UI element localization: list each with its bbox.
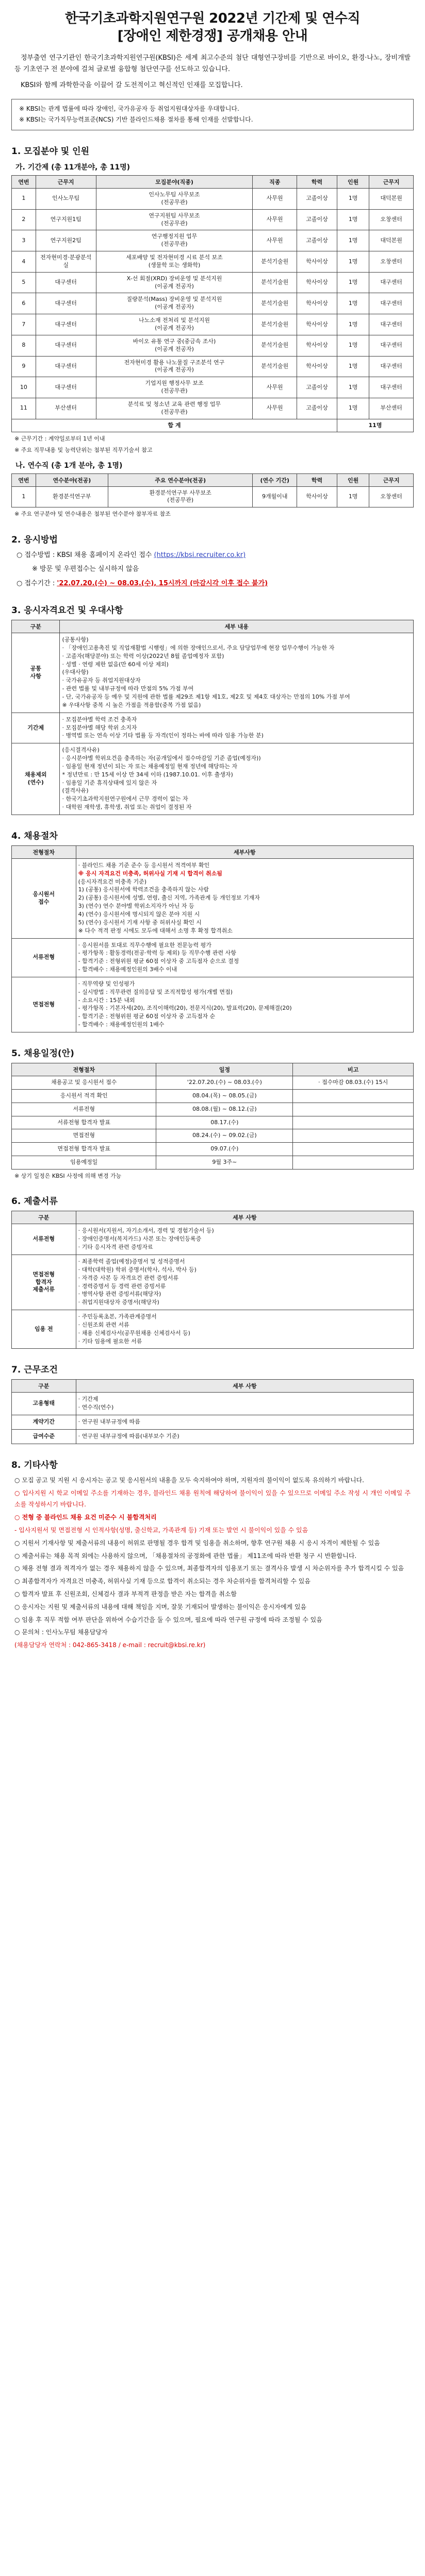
table-cell: 전자현미경 활용 나노물질 구조분석 연구 (이공계 전공자) [96,356,253,377]
detail-line: 5) (연수) 응시원서 기재 사항 중 허위사실 확인 시 [78,919,202,926]
table-cell: 질량분석(Mass) 장비운영 및 분석지원 (이공계 전공자) [96,293,253,314]
row-label: 급여수준 [12,1429,76,1444]
table-row [12,743,414,815]
column-header: 세부사항 [76,845,413,858]
table-cell: 학사이상 [297,356,337,377]
table-cell: 고졸이상 [297,189,337,210]
table-row [12,1393,414,1415]
table-cell: 학사이상 [297,293,337,314]
table-cell: 고졸이상 [297,230,337,251]
column-header: 연수분야(전공) [36,473,108,486]
column-header: 일정 [156,1063,293,1076]
detail-line: - 관련 법률 및 내부규정에 따라 만점의 5% 가점 부여 [62,685,194,692]
column-header: (연수 기간) [253,473,297,486]
section-heading-1: 1. 모집분야 및 인원 [11,146,89,157]
table-cell: 대구센터 [369,272,414,293]
table-row [12,1310,414,1349]
table-cell: 9개월이내 [253,486,297,507]
table-cell: 분석기술원 [253,272,297,293]
column-header: 학력 [297,176,337,189]
detail-line: ※ 응시 자격요건 미충족, 허위사실 기재 시 합격이 취소됨 [78,870,222,877]
receipt-method [17,549,408,561]
row-label: 기간제 [12,713,60,743]
column-header: 근무지 [369,473,414,486]
table-cell: 1 [12,189,36,210]
table-row [12,633,414,713]
column-header: 인원 [337,176,369,189]
table-row [12,858,414,938]
table-row [12,1103,414,1116]
table-row [12,272,414,293]
table-cell: 부산센터 [369,398,414,419]
table-cell: 기업지원 행정사무 보조 (전공무관) [96,377,253,398]
table-row [12,251,414,273]
table-row [12,1129,414,1143]
table-cell: 11 [12,398,36,419]
receipt-note: ※ 방문 및 우편접수는 실시하지 않음 [32,565,139,573]
detail-line: · 성별 · 연령 제한 없음(만 60세 이상 제외) [62,660,169,668]
table-cell: 연구지원팀 사무보조 (전공무관) [96,209,253,230]
row-label: 면접전형 [12,977,76,1032]
table-cell: 분석기술원 [253,251,297,273]
table-row [12,977,414,1032]
table-cell: 9월 3주~ [156,1156,293,1170]
detail-line: ※ 우대사항 중복 시 높은 가점을 적용함(중복 가점 없음) [62,701,201,708]
detail-line: · 연구원 내부규정에 따름(내부보수 기준) [78,1432,179,1439]
table-row [12,209,414,230]
table-cell: 08.04.(목) ~ 08.05.(금) [156,1089,293,1103]
table-cell: 7 [12,314,36,335]
table-row [12,1255,414,1310]
table-row [12,398,414,419]
detail-line: · 채용 신체검사서(공무원채용 신체검사서 등) [78,1329,190,1336]
table-cell: 분석기술원 [253,293,297,314]
misc-item: ○ 최종합격자가 자격요건 미충족, 허위사실 기재 등으로 합격이 취소되는 경우 차순위자를 합격처리할 수 있음 [14,1578,310,1585]
misc-item: ○ 응시자는 지원 및 제출서류의 내용에 대해 책임을 지며, 잘못 기재되어 발생하는 불이익은 응시자에게 있음 [14,1603,307,1611]
table-cell: 부산센터 [36,398,96,419]
row-details [76,1310,413,1349]
table-cell: 응시원서 적격 확인 [12,1089,156,1103]
table-cell: 대구센터 [369,356,414,377]
detail-line: (결격사유) [62,787,89,794]
table-cell: 학사이상 [297,251,337,273]
footnote: ※ 주요 연구분야 및 연수내용은 첨부된 연수분야 참부자료 참조 [14,511,171,518]
table-cell: 분석료 및 청소년 교육 관련 행정 업무 (전공무관) [96,398,253,419]
table-cell: 연구행정지원 업무 (전공무관) [96,230,253,251]
table-cell: 1명 [337,486,369,507]
detail-line: · 임용일 기준 휴직상태에 있지 않은 자 [62,779,157,786]
title-line-2: [장애인 제한경쟁] 공개채용 안내 [117,28,308,44]
misc-item: ○ 문의처 : 인사노무팀 채용담당자 [14,1629,108,1636]
column-header: 세부 사항 [76,1380,413,1393]
table-cell: 사무원 [253,230,297,251]
table-row [12,1156,414,1170]
table-cell: 1명 [337,335,369,356]
section-heading-8: 8. 기타사항 [11,1460,58,1470]
detail-line: 1) (공통) 응시원서에 학력조건을 충족하지 않는 사람 [78,886,209,893]
table-cell [293,1129,414,1143]
table-cell: 대구센터 [36,356,96,377]
table-cell: 환경분석연구부 사무보조 (전공무관) [108,486,252,507]
detail-line: ※ 다수 적격 판정 시에도 모두에 대해서 소명 후 확정 합격취소 [78,927,233,934]
row-label: 서류전형 [12,938,76,977]
table-cell [293,1143,414,1156]
detail-line: · 응시분야별 학위요건을 충족하는 자(공개일에서 접수마감일 기준 졸업(예정자)) [62,755,261,762]
table-cell: 인사노무팀 사무보조 (전공무관) [96,189,253,210]
detail-line: · 응시원서(지원서, 자기소개서, 경력 및 경험기술서 등) [78,1227,214,1234]
table-cell: 연구지원2팀 [36,230,96,251]
notice-line: ※ KBSI는 국가직무능력표준(NCS) 기반 블라인드채용 절차를 통해 인재를 선발합니다. [19,116,253,124]
table-cell: 08.17.(수) [156,1116,293,1129]
row-details [76,1393,413,1415]
table-row [12,335,414,356]
table-cell: 면접전형 합격자 발표 [12,1143,156,1156]
table-cell: 5 [12,272,36,293]
receipt-label: ○ 접수방법 : KBSI 채용 홈페이지 온라인 접수 [17,551,152,559]
table-cell: 대구센터 [36,272,96,293]
detail-line: · 취업지원대상자 증명서(해당자) [78,1299,159,1306]
column-header: 구분 [12,1380,76,1393]
table-cell: 오창센터 [369,486,414,507]
table-cell: 9 [12,356,36,377]
table-cell: 1명 [337,272,369,293]
misc-item: ○ 지원서 기재사항 및 제출서류의 내용이 허위로 판명될 경우 합격 및 임용을 취소하며, 향후 연구원 채용 시 응시 자격이 제한될 수 있음 [14,1539,380,1547]
detail-line: · 블라인드 채용 기준 준수 등 응시원서 적격여부 확인 [78,861,210,869]
table-cell [293,1103,414,1116]
table-cell: 임용예정일 [12,1156,156,1170]
detail-line: (응시결격사유) [62,747,100,754]
table-cell: '22.07.20.(수) ~ 08.03.(수) [156,1076,293,1089]
table-cell: 사무원 [253,189,297,210]
row-details [76,1255,413,1310]
detail-line: · 기간제 [78,1396,99,1403]
notice-box [11,99,414,130]
column-header: 구분 [12,620,60,633]
section-heading-2: 2. 응시방법 [11,534,58,545]
table-cell: 1명 [337,356,369,377]
table-cell: 대덕본원 [369,189,414,210]
table-cell: 고졸이상 [297,209,337,230]
detail-line: - 평가항목 : 활동경력(전공·학력 등 제외) 등 직무수행 관련 사항 [78,950,236,957]
detail-line: · 자격증 사본 등 자격요건 관련 증빙서류 [78,1274,179,1281]
detail-line: · 병역법 또는 연속 이상 기타 법률 등 자격(인이 정하는 바에 따라 임용 가능한 분) [62,732,264,739]
row-details [76,858,413,938]
row-label: 서류전형 [12,1224,76,1255]
detail-line: - 소요시간 : 15분 내외 [78,996,135,1004]
process-table [11,845,414,1032]
row-details [76,1415,413,1430]
detail-line: · 최종학력 졸업(예정)증명서 및 성적증명서 [78,1258,185,1265]
table-cell: 대구센터 [36,293,96,314]
table-cell: 오창센터 [369,209,414,230]
table-row [12,1429,414,1444]
detail-line: · 직무역량 및 인성평가 [78,980,135,987]
misc-item: ○ 합격자 발표 후 신원조회, 신체검사 결과 부적격 판정을 받은 자는 합격을 취소함 [14,1590,237,1598]
page-title [11,10,414,45]
table-cell: 나노소재 전처리 및 분석지원 (이공계 전공자) [96,314,253,335]
column-header: 세부 내용 [60,620,414,633]
column-header: 주요 연수분야(전공) [108,473,252,486]
recruit-table [11,175,414,432]
table-cell: 대구센터 [369,377,414,398]
table-cell [293,1116,414,1129]
column-header: 인원 [337,473,369,486]
detail-line: · 장애인증명서(복지카드) 사본 또는 장애인등록증 [78,1235,202,1243]
table-cell [293,1156,414,1170]
footnote: ※ 근무기간 : 계약일로부터 1년 이내 [14,435,105,443]
detail-line: · 신원조회 관련 서류 [78,1321,129,1328]
table-cell: 2 [12,209,36,230]
detail-line: - 합격배수 : 채용예정인원의 3배수 이내 [78,966,177,973]
table-cell: 학사이상 [297,335,337,356]
row-label: 응시원서 접수 [12,858,76,938]
column-header: 세부 사항 [76,1211,413,1224]
row-label: 계약기간 [12,1415,76,1430]
table-cell: 고졸이상 [297,377,337,398]
table-cell: 서류전형 [12,1103,156,1116]
trainee-table [11,473,414,508]
row-details [76,1224,413,1255]
table-cell: 오창센터 [369,251,414,273]
table-cell: 사무원 [253,398,297,419]
detail-line: · 대학(대학원) 학위 증명서(학사, 석사, 박사 등) [78,1266,197,1273]
detail-line: (공통사항) [62,636,89,643]
table-cell: 10 [12,377,36,398]
total-row [12,419,414,432]
row-label: 면접전형 합격자 제출서류 [12,1255,76,1310]
detail-line: · 응시원서를 토대로 직무수행에 필요한 전문능력 평가 [78,941,211,948]
table-cell: 8 [12,335,36,356]
detail-line: - 평가항목 : 기본자세(20), 조직이해력(20), 전문지식(20), 발표력(20), 문제해결(20) [78,1005,292,1012]
table-row [12,713,414,743]
detail-line: · 기타 응시자격 관련 증빙자료 [78,1244,153,1251]
detail-line: · 모집분야별 학력 조건 충족자 [62,716,137,723]
detail-line: - 단, 국가유공자 등 예우 및 지원에 관한 법률 제29조 제1항 제1호, 제2호 및 제4호 대상자는 만점의 10% 가점 부여 [62,693,350,700]
row-label: 고용형태 [12,1393,76,1415]
period-label: ○ 접수기간 : [17,579,57,587]
receipt-period [17,578,408,589]
table-cell [293,1089,414,1103]
misc-item: ○ 채용 전형 결과 적격자가 없는 경우 채용하지 않을 수 있으며, 최종합격자의 임용포기 또는 결격사유 발생 시 차순위자를 추가 합격시킬 수 있음 [14,1565,404,1572]
row-details [76,1429,413,1444]
detail-line: (우대사항) [62,669,89,676]
column-header: 구분 [12,1211,76,1224]
detail-line: · 국가유공자 등 취업지원대상자 [62,677,141,684]
column-header: 연번 [12,176,36,189]
detail-line: - 합격기준 : 전형위원 평균 60점 이상자 중 고득점자 순으로 결정 [78,958,239,965]
table-cell: 1명 [337,230,369,251]
detail-line: 2) (공통) 응시원서에 성별, 연령, 출신 지역, 가족관계 등 개인정보 기재자 [78,894,260,902]
detail-line: · 임용일 현재 정년이 되는 자 또는 채용예정일 현재 정년에 해당하는 자 [62,762,237,770]
detail-line: - 합격배수 : 채용예정인원의 1배수 [78,1021,165,1028]
detail-line: - 실시방법 : 직무관련 질의응답 및 조직적합성 평가(개별 면접) [78,988,233,995]
footnote: ※ 주요 직무내용 및 능력단위는 첨부된 직무기술서 참고 [14,447,153,454]
table-cell: 대구센터 [36,314,96,335]
table-cell: 대구센터 [369,314,414,335]
detail-line: 4) (연수) 응시원서에 명시되지 않은 분야 지원 시 [78,911,200,918]
table-cell: 채용공고 및 응시원서 접수 [12,1076,156,1089]
column-header: 전형절차 [12,845,76,858]
table-cell: 대구센터 [36,335,96,356]
table-cell: 고졸이상 [297,398,337,419]
qualification-table [11,620,414,815]
table-cell: 1명 [337,314,369,335]
table-row [12,938,414,977]
table-row [12,486,414,507]
table-row [12,293,414,314]
table-row [12,1116,414,1129]
misc-item: (채용담당자 연락처 : 042-865-3418 / e-mail : recruit@kbsi.re.kr) [14,1641,206,1649]
column-header: 학력 [297,473,337,486]
subsection-heading: 가. 기간제 (총 11개분야, 총 11명) [15,163,130,172]
column-header: 근무지 [369,176,414,189]
table-row [12,1415,414,1430]
table-cell: 1명 [337,209,369,230]
misc-item: ○ 전형 중 블라인드 채용 요건 미준수 시 불합격처리 [14,1514,157,1521]
table-cell: 바이오 유통 연구 중(중금속 조사) (이공계 전공자) [96,335,253,356]
table-cell: · 접수마감 08.03.(수) 15시 [293,1076,414,1089]
table-cell: 08.24.(수) ~ 09.02.(금) [156,1129,293,1143]
table-cell: 대덕본원 [369,230,414,251]
column-header: 전형절차 [12,1063,156,1076]
table-cell: 6 [12,293,36,314]
schedule-table [11,1063,414,1170]
table-cell: 환경분석연구부 [36,486,108,507]
footnote: ※ 상기 일정은 KBSI 사정에 의해 변경 가능 [14,1172,122,1179]
table-cell: 분석기술원 [253,314,297,335]
recruit-site-link[interactable]: (https://kbsi.recruiter.co.kr) [154,551,246,559]
documents-table [11,1211,414,1349]
total-label: 합 계 [12,419,337,432]
section-heading-5: 5. 채용일정(안) [11,1048,74,1059]
section-heading-3: 3. 응시자격요건 및 우대사항 [11,605,123,616]
detail-line: · 「장애인고용촉진 및 직업재활법 시행령」에 의한 장애인으로서, 주요 담당업무에 현장 업무수행이 가능한 자 [62,644,335,651]
detail-line: · 연구원 내부규정에 따름 [78,1418,140,1426]
table-cell: 분석기술원 [253,335,297,356]
table-row [12,377,414,398]
title-line-1: 한국기초과학지원연구원 2022년 기간제 및 연수직 [64,11,361,26]
subsection-heading: 나. 연수직 (총 1개 분야, 총 1명) [15,461,123,470]
table-cell: 대구센터 [36,377,96,398]
table-cell: 학사이상 [297,486,337,507]
row-details [60,633,414,713]
table-cell: 08.08.(월) ~ 08.12.(금) [156,1103,293,1116]
detail-line: · 경력증명서 등 경력 관련 증빙서류 [78,1282,166,1290]
table-cell: 1명 [337,293,369,314]
table-cell: 09.07.(수) [156,1143,293,1156]
detail-line: 3) (연수) 연수 분야별 학위소지자가 아닌 자 등 [78,903,194,910]
detail-line: · 병역사항 관련 증빙서류(해당자) [78,1291,161,1298]
table-cell: 세포배양 및 전자현미경 시료 분석 보조 (생물학 또는 생화학) [96,251,253,273]
table-cell: 대구센터 [369,335,414,356]
row-label: 공통 사항 [12,633,60,713]
table-cell: 대구센터 [369,293,414,314]
table-cell: 사무원 [253,209,297,230]
table-cell: 1명 [337,377,369,398]
table-row [12,1143,414,1156]
row-label: 임용 전 [12,1310,76,1349]
column-header: 직종 [253,176,297,189]
table-cell: 1명 [337,398,369,419]
table-cell: 1 [12,486,36,507]
detail-line: · 대학원 재학생, 휴학생, 취업 또는 취업이 결정된 자 [62,804,192,811]
table-row [12,230,414,251]
total-value: 11명 [337,419,413,432]
table-row [12,1076,414,1089]
table-row [12,1224,414,1255]
table-cell: 1명 [337,189,369,210]
misc-item: ○ 모집 공고 및 지원 시 응시자는 공고 및 응시원서의 내용을 모두 숙지하여야 하며, 지원자의 불이익이 없도록 유의하기 바랍니다. [14,1476,364,1484]
detail-line: · 한국기초과학지원연구원에서 근무 경력이 없는 자 [62,795,188,803]
row-details [76,977,413,1032]
misc-list [14,1475,411,1651]
period-value: '22.07.20.(수) ~ 08.03.(수), 15시까지 (마감시각 이후 접수 불가) [57,579,268,587]
detail-line: · 기타 임용에 필요한 서류 [78,1337,142,1345]
table-cell: 연구지원1팀 [36,209,96,230]
table-row [12,356,414,377]
column-header: 근무지 [36,176,96,189]
intro-paragraph: 정부출연 연구기관인 한국기초과학지원연구원(KBSI)은 세계 최고수준의 첨단 대형연구장비를 기반으로 바이오, 환경·나노, 장비개발 등 기초연구 전 분야에 걸쳐 글로벌 융합형 첨단연구를 선도하고 있습니다. [14,54,411,74]
section-heading-7: 7. 근무조건 [11,1365,58,1376]
row-label: 채용제외 (연수) [12,743,60,815]
column-header: 모집분야(직종) [96,176,253,189]
table-cell: 학사이상 [297,272,337,293]
table-cell: 학사이상 [297,314,337,335]
table-cell: 4 [12,251,36,273]
row-details [76,938,413,977]
misc-item: ○ 입사지원 시 학교 이메일 주소를 기재하는 경우, 블라인드 채용 원칙에 해당하여 불이익이 있을 수 있으므로 이메일 주소 작성 시 개인 이메일 주소를 작성하시기 바랍니다. [14,1489,411,1509]
table-cell: 사무원 [253,377,297,398]
table-cell: 면접전형 [12,1129,156,1143]
section-heading-4: 4. 채용절차 [11,831,58,841]
detail-line: · 고졸자(해당분야) 또는 학력 이상(2022년 8월 졸업예정자 포함) [62,652,224,659]
column-header: 비고 [293,1063,414,1076]
misc-item: - 입사지원서 및 면접전형 시 인적사항(성명, 출신학교, 가족관계 등) 기재 또는 발언 시 불이익이 있을 수 있음 [14,1527,308,1534]
table-cell: 인사노무팀 [36,189,96,210]
misc-item: ○ 제출서류는 채용 목적 외에는 사용하지 않으며, 「채용절차의 공정화에 관한 법률」 제11조에 따라 반환 청구 시 반환합니다. [14,1552,357,1560]
table-cell: 전자현미경·분광분석실 [36,251,96,273]
table-cell: X-선 회절(XRD) 장비운영 및 분석지원 (이공계 전공자) [96,272,253,293]
notice-line: ※ KBSI는 관계 법률에 따라 장애인, 국가유공자 등 취업지원대상자를 우대합니다. [19,105,239,112]
table-cell: 3 [12,230,36,251]
detail-line: · 모집분야별 해당 학위 소지자 [62,724,137,731]
section-heading-6: 6. 제출서류 [11,1196,58,1207]
table-row [12,189,414,210]
detail-line: · 주민등록초본, 가족관계증명서 [78,1313,157,1320]
column-header: 연번 [12,473,36,486]
detail-line: * 정년만료 : 만 15세 이상 만 34세 이하 (1987.10.01. 이후 출생자) [62,771,233,778]
detail-line: · 연수직(연수) [78,1404,114,1411]
detail-line: - 합격기준 : 전형위원 평균 60점 이상자 중 고득점자 순 [78,1013,216,1020]
table-row [12,1089,414,1103]
table-cell: 분석기술원 [253,356,297,377]
table-cell: 서류전형 합격자 발표 [12,1116,156,1129]
conditions-table [11,1379,414,1444]
misc-item: ○ 임용 후 직무 적합 여부 판단을 위하여 수습기간을 둘 수 있으며, 필요에 따라 연구원 규정에 따라 조정될 수 있음 [14,1616,322,1623]
table-row [12,314,414,335]
intro-paragraph-2: KBSI와 함께 과학한국을 이끌어 갈 도전적이고 혁신적인 인재를 모집합니다. [21,81,243,90]
row-details [60,743,414,815]
detail-line: (응시자격요건 미충족 기준) [78,878,147,885]
table-cell: 1명 [337,251,369,273]
row-details [60,713,414,743]
